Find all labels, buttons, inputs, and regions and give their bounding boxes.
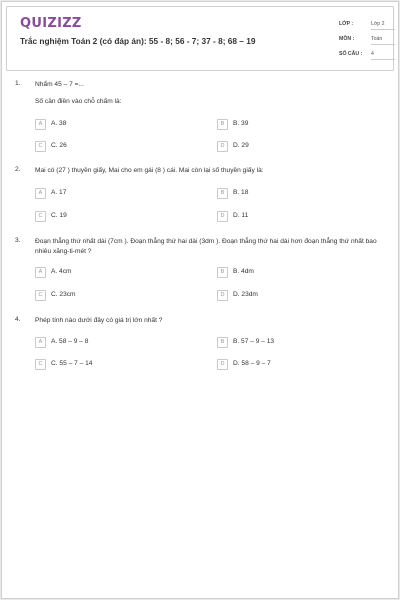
meta-label: MÔN :	[339, 36, 355, 42]
option-text: C. 23cm	[51, 291, 76, 298]
question-text: Mai có (27 ) thuyền giấy, Mai cho em gái (8 ) cái. Mai còn lại số thuyền giấy là:	[35, 167, 264, 174]
option-text: A. 4cm	[51, 268, 72, 275]
option-text: D. 29	[233, 142, 249, 149]
question-text: Phép tính nào dưới đây có giá trị lớn nhất ?	[35, 317, 163, 324]
option-letter-box[interactable]: B	[217, 337, 228, 348]
meta-row-subject	[339, 33, 395, 48]
option-letter-box[interactable]: B	[217, 188, 228, 199]
meta-value: Lớp 2	[371, 21, 385, 27]
option-letter-box[interactable]: A	[35, 119, 46, 130]
option-letter-box[interactable]: A	[35, 337, 46, 348]
option-letter-box[interactable]: A	[35, 267, 46, 278]
option-letter-box[interactable]: C	[35, 290, 46, 301]
option-text: D. 11	[233, 212, 249, 219]
worksheet-page	[1, 1, 399, 599]
option-letter-box[interactable]: C	[35, 359, 46, 370]
option-text: C. 19	[51, 212, 67, 219]
option-letter-box[interactable]: D	[217, 141, 228, 152]
option-text: B. 39	[233, 120, 249, 127]
option-text: D. 58 – 9 – 7	[233, 360, 271, 367]
option-text: B. 18	[233, 189, 249, 196]
question-text: Nhẩm 45 – 7 =...	[35, 81, 84, 88]
worksheet-meta	[339, 18, 395, 63]
option-text: D. 23dm	[233, 291, 258, 298]
option-text: A. 38	[51, 120, 67, 127]
option-letter-box[interactable]: D	[217, 290, 228, 301]
meta-row-class	[339, 18, 395, 33]
option-text: A. 58 – 9 – 8	[51, 338, 89, 345]
quizizz-logo: QUIZIZZ	[20, 16, 82, 31]
meta-label: LỚP :	[339, 21, 354, 27]
option-text: C. 55 – 7 – 14	[51, 360, 93, 367]
worksheet-title: Trắc nghiệm Toán 2 (có đáp án): 55 - 8; 56 - 7; 37 - 8; 68 – 19	[20, 36, 256, 46]
question-number: 1.	[15, 80, 21, 87]
question-text: Đoạn thẳng thứ nhất dài (7cm ). Đoạn thẳng thứ hai dài (3dm ). Đoạn thẳng thứ hai dài hơn đoạn thẳng thứ nhất bao nhiêu xăng-ti-mét ?	[35, 238, 377, 255]
question-number: 4.	[15, 316, 21, 323]
option-letter-box[interactable]: B	[217, 267, 228, 278]
option-text: B. 4dm	[233, 268, 254, 275]
option-text: A. 17	[51, 189, 67, 196]
option-text: C. 26	[51, 142, 67, 149]
question-number: 2.	[15, 166, 21, 173]
option-letter-box[interactable]: C	[35, 141, 46, 152]
meta-label: SỐ CÂU :	[339, 51, 363, 57]
question-subtext: Số cần điền vào chỗ chấm là:	[35, 98, 122, 105]
option-text: B. 57 – 9 – 13	[233, 338, 275, 345]
meta-value: 4	[371, 51, 374, 57]
option-letter-box[interactable]: D	[217, 211, 228, 222]
meta-underline	[371, 59, 395, 60]
option-letter-box[interactable]: C	[35, 211, 46, 222]
option-letter-box[interactable]: D	[217, 359, 228, 370]
question-number: 3.	[15, 237, 21, 244]
meta-value: Toán	[371, 36, 383, 42]
worksheet-header	[6, 6, 394, 71]
meta-underline	[371, 29, 395, 30]
option-letter-box[interactable]: B	[217, 119, 228, 130]
option-letter-box[interactable]: A	[35, 188, 46, 199]
meta-row-question-count	[339, 48, 395, 63]
meta-underline	[371, 44, 395, 45]
